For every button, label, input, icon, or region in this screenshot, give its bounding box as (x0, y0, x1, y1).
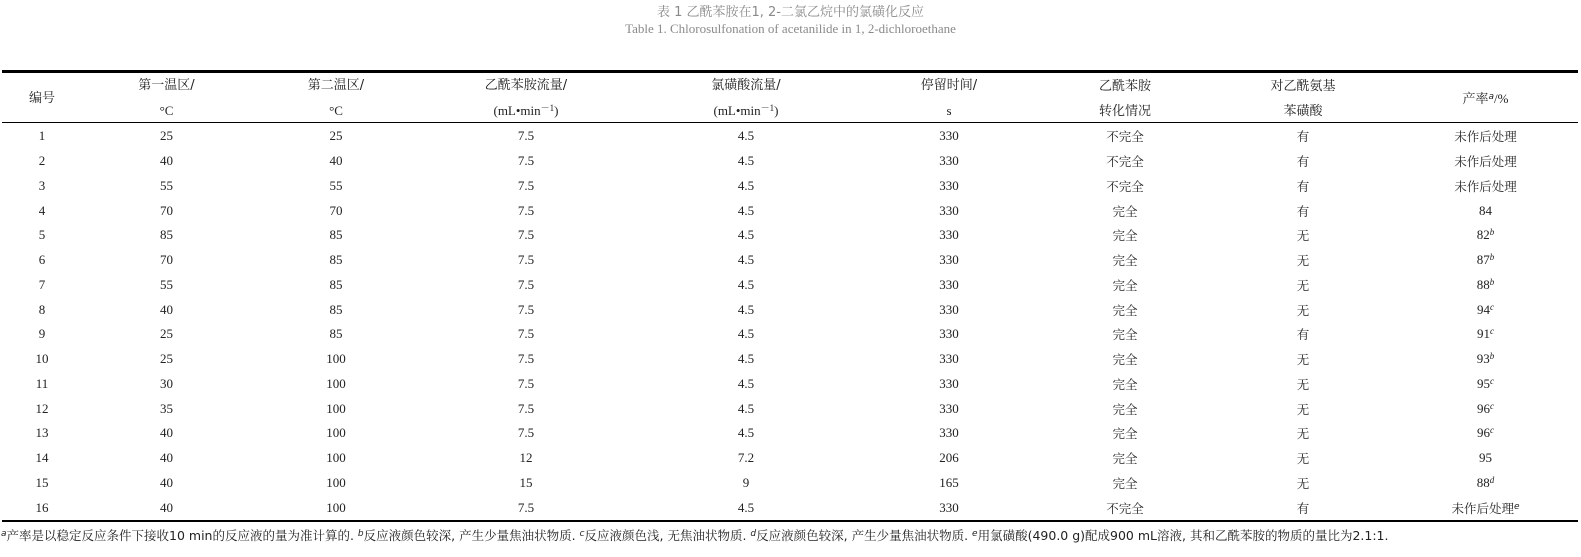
cell-chlorosulfonic-flow: 4.5 (737, 400, 755, 416)
cell-chlorosulfonic-flow: 4.5 (737, 351, 755, 367)
cell-yield: 84 (1479, 202, 1492, 218)
cell-sulfonic-acid: 无 (1296, 451, 1310, 467)
cell-number: 9 (38, 326, 46, 342)
footnote-mark: c (1490, 400, 1494, 411)
cell-yield: 未作后处理 (1454, 154, 1517, 170)
reaction-table (2, 73, 1578, 520)
cell-acetanilide-flow: 7.5 (517, 252, 535, 268)
cell-conversion: 完全 (1112, 352, 1138, 368)
table-body (2, 124, 1578, 520)
cell-sulfonic-acid: 无 (1296, 277, 1310, 293)
cell-conversion: 完全 (1112, 426, 1138, 442)
cell-second-zone-temp: 100 (326, 450, 346, 466)
cell-number: 14 (35, 450, 49, 466)
cell-acetanilide-flow: 7.5 (517, 351, 535, 367)
cell-sulfonic-acid: 有 (1296, 129, 1310, 145)
cell-conversion: 不完全 (1106, 154, 1144, 170)
cell-conversion: 完全 (1112, 376, 1138, 392)
cell-acetanilide-flow: 7.5 (517, 375, 535, 391)
cell-conversion: 完全 (1112, 277, 1138, 293)
table-row (2, 471, 1578, 496)
table-title-zh: 表 1 乙酰苯胺在1, 2-二氯乙烷中的氯磺化反应 (656, 5, 925, 20)
footnote-text: 产率是以稳定反应条件下接收10 min的反应液的量为准计算的. (6, 528, 358, 543)
cell-first-zone-temp: 85 (160, 227, 173, 243)
cell-sulfonic-acid: 有 (1296, 203, 1310, 219)
cell-chlorosulfonic-flow: 4.5 (737, 301, 755, 317)
cell-number: 7 (38, 276, 46, 292)
cell-residence-time: 330 (939, 227, 959, 243)
cell-chlorosulfonic-flow: 4.5 (737, 326, 755, 342)
table-row (2, 446, 1578, 471)
cell-chlorosulfonic-flow: 9 (742, 474, 750, 490)
cell-acetanilide-flow: 15 (519, 474, 533, 490)
cell-acetanilide-flow: 7.5 (517, 400, 535, 416)
footnote-mark: d (1489, 474, 1495, 485)
table-row (2, 174, 1578, 199)
cell-first-zone-temp: 70 (160, 202, 173, 218)
footnote-mark: e (1513, 501, 1520, 512)
cell-yield: 96$^c$ (1477, 400, 1494, 416)
header-yield: 产率$^a$/% (1462, 90, 1509, 107)
cell-number: 13 (35, 425, 49, 441)
cell-second-zone-temp: 100 (326, 351, 346, 367)
cell-residence-time: 330 (939, 202, 959, 218)
cell-chlorosulfonic-flow: 4.5 (737, 499, 755, 515)
footnote-text: 用氯磺酸(490.0 g)配成900 mL溶液, 其和乙酰苯胺的物质的量比为2.1:1. (977, 528, 1389, 543)
cell-conversion: 完全 (1112, 203, 1138, 219)
cell-chlorosulfonic-flow: 4.5 (737, 227, 755, 243)
cell-yield: 91$^c$ (1477, 326, 1494, 342)
footnote-text: 反应液颜色较深, 产生少量焦油状物质. (756, 528, 973, 543)
cell-chlorosulfonic-flow: 4.5 (737, 276, 755, 292)
cell-second-zone-temp: 25 (329, 128, 343, 144)
cell-acetanilide-flow: 7.5 (517, 128, 535, 144)
table-row (2, 149, 1578, 174)
cell-yield: 96$^c$ (1477, 425, 1494, 441)
cell-conversion: 不完全 (1106, 178, 1144, 194)
header-conversion: 乙酰苯胺 转化情况 (1098, 78, 1151, 119)
cell-first-zone-temp: 40 (160, 450, 173, 466)
footnote-mark: b (1489, 276, 1495, 287)
cell-sulfonic-acid: 有 (1296, 178, 1310, 194)
table-row (2, 248, 1578, 273)
cell-first-zone-temp: 30 (160, 375, 173, 391)
cell-number: 1 (38, 128, 46, 144)
header-row (2, 73, 1578, 124)
header-number: 编号 (28, 91, 55, 106)
table-row (2, 223, 1578, 248)
cell-residence-time: 330 (939, 425, 959, 441)
cell-conversion: 完全 (1112, 327, 1138, 343)
cell-first-zone-temp: 40 (160, 499, 173, 515)
cell-second-zone-temp: 85 (329, 252, 343, 268)
footnote-mark: e (972, 529, 978, 539)
cell-second-zone-temp: 100 (326, 425, 346, 441)
cell-second-zone-temp: 85 (329, 301, 343, 317)
cell-first-zone-temp: 35 (160, 400, 173, 416)
cell-number: 12 (35, 400, 49, 416)
cell-second-zone-temp: 55 (329, 177, 343, 193)
footnote-mark: c (1490, 425, 1494, 436)
cell-acetanilide-flow: 7.5 (517, 301, 535, 317)
cell-yield: 未作后处理 (1454, 129, 1517, 145)
table-row (2, 372, 1578, 397)
cell-second-zone-temp: 100 (326, 474, 346, 490)
cell-residence-time: 330 (939, 499, 959, 515)
footnote-mark: c (1490, 301, 1494, 312)
cell-residence-time: 330 (939, 375, 959, 391)
cell-yield: 94$^c$ (1477, 301, 1494, 317)
cell-first-zone-temp: 25 (160, 326, 173, 342)
footnote-mark: b (1489, 227, 1495, 238)
table-row (2, 396, 1578, 421)
cell-sulfonic-acid: 无 (1296, 352, 1310, 368)
cell-chlorosulfonic-flow: 4.5 (737, 375, 755, 391)
cell-second-zone-temp: 85 (329, 227, 343, 243)
cell-chlorosulfonic-flow: 4.5 (737, 153, 755, 169)
cell-residence-time: 330 (939, 276, 959, 292)
cell-number: 10 (35, 351, 49, 367)
footnote-mark: a (1, 529, 7, 539)
table-title-en: Table 1. Chlorosulfonation of acetanilide in 1, 2-dichloroethane (625, 21, 956, 36)
table-row (2, 273, 1578, 298)
cell-first-zone-temp: 55 (160, 276, 173, 292)
cell-second-zone-temp: 100 (326, 400, 346, 416)
header-residence-time: 停留时间/ s (920, 78, 978, 118)
cell-second-zone-temp: 70 (329, 202, 343, 218)
footnote-text: 反应液颜色浅, 无焦油状物质. (584, 528, 751, 543)
cell-first-zone-temp: 40 (160, 425, 173, 441)
cell-yield: 93$^b$ (1476, 351, 1495, 367)
table-row (2, 297, 1578, 322)
cell-acetanilide-flow: 7.5 (517, 227, 535, 243)
cell-chlorosulfonic-flow: 4.5 (737, 177, 755, 193)
cell-conversion: 完全 (1112, 451, 1138, 467)
table-row (2, 495, 1578, 520)
cell-conversion: 完全 (1112, 475, 1138, 491)
cell-first-zone-temp: 40 (160, 153, 173, 169)
cell-residence-time: 330 (939, 301, 959, 317)
cell-first-zone-temp: 40 (160, 301, 173, 317)
cell-acetanilide-flow: 7.5 (517, 202, 535, 218)
cell-sulfonic-acid: 无 (1296, 253, 1310, 269)
table-row (2, 198, 1578, 223)
cell-conversion: 完全 (1112, 401, 1138, 417)
cell-first-zone-temp: 25 (160, 351, 173, 367)
cell-second-zone-temp: 100 (326, 499, 346, 515)
cell-acetanilide-flow: 7.5 (517, 153, 535, 169)
footnote-mark: b (1489, 351, 1495, 362)
footnote-mark: b (1489, 252, 1495, 263)
cell-acetanilide-flow: 7.5 (517, 425, 535, 441)
cell-residence-time: 330 (939, 400, 959, 416)
cell-first-zone-temp: 70 (160, 252, 173, 268)
cell-acetanilide-flow: 7.5 (517, 276, 535, 292)
cell-first-zone-temp: 55 (160, 177, 173, 193)
cell-yield: 95$^c$ (1477, 375, 1494, 391)
table-bottom-rule (2, 520, 1578, 522)
cell-number: 15 (35, 474, 49, 490)
header-first-zone-temp: 第一温区/ °C (138, 78, 195, 118)
cell-acetanilide-flow: 7.5 (517, 326, 535, 342)
cell-chlorosulfonic-flow: 7.2 (737, 450, 755, 466)
cell-acetanilide-flow: 7.5 (517, 177, 535, 193)
cell-residence-time: 330 (939, 252, 959, 268)
header-chlorosulfonic-flow: 氯磺酸流量/ $(mL•\min^{-1})$ (711, 78, 781, 118)
cell-sulfonic-acid: 有 (1296, 327, 1310, 343)
cell-conversion: 完全 (1112, 228, 1138, 244)
cell-second-zone-temp: 85 (329, 326, 343, 342)
cell-number: 4 (38, 202, 46, 218)
cell-conversion: 完全 (1112, 253, 1138, 269)
cell-chlorosulfonic-flow: 4.5 (737, 252, 755, 268)
table-row (2, 347, 1578, 372)
footnote-text: 反应液颜色较深, 产生少量焦油状物质. (363, 528, 580, 543)
cell-chlorosulfonic-flow: 4.5 (737, 202, 755, 218)
cell-sulfonic-acid: 有 (1296, 500, 1310, 516)
cell-sulfonic-acid: 无 (1296, 302, 1310, 318)
cell-yield: 未作后处理 (1454, 178, 1517, 194)
cell-sulfonic-acid: 无 (1296, 228, 1310, 244)
cell-residence-time: 330 (939, 177, 959, 193)
cell-number: 5 (38, 227, 46, 243)
cell-yield: 95 (1479, 450, 1492, 466)
cell-second-zone-temp: 40 (329, 153, 343, 169)
cell-sulfonic-acid: 无 (1296, 475, 1310, 491)
cell-number: 6 (38, 252, 46, 268)
table-row (2, 421, 1578, 446)
footnote-mark: c (579, 529, 585, 539)
cell-second-zone-temp: 100 (326, 375, 346, 391)
cell-residence-time: 206 (939, 450, 959, 466)
cell-number: 16 (35, 499, 49, 515)
cell-conversion: 不完全 (1106, 129, 1144, 145)
cell-sulfonic-acid: 有 (1296, 154, 1310, 170)
footnote-mark: d (750, 529, 757, 539)
cell-first-zone-temp: 40 (160, 474, 173, 490)
cell-sulfonic-acid: 无 (1296, 401, 1310, 417)
cell-residence-time: 330 (939, 351, 959, 367)
cell-sulfonic-acid: 无 (1296, 426, 1310, 442)
cell-yield: 88$^b$ (1476, 276, 1495, 292)
cell-residence-time: 330 (939, 153, 959, 169)
cell-yield: 88$^d$ (1476, 474, 1495, 490)
cell-chlorosulfonic-flow: 4.5 (737, 128, 755, 144)
cell-sulfonic-acid: 无 (1296, 376, 1310, 392)
header-acetanilide-flow: 乙酰苯胺流量/ $(mL•\min^{-1})$ (484, 78, 568, 118)
cell-acetanilide-flow: 12 (519, 450, 533, 466)
footnote-mark: c (1490, 375, 1494, 386)
table-footnotes (1, 526, 1581, 544)
table-row (2, 124, 1578, 149)
cell-yield: 87$^b$ (1476, 252, 1495, 268)
header-sulfonic-acid: 对乙酰氨基 苯磺酸 (1270, 78, 1336, 119)
cell-conversion: 不完全 (1106, 500, 1144, 516)
header-second-zone-temp: 第二温区/ °C (307, 78, 365, 118)
cell-residence-time: 330 (939, 128, 959, 144)
footnote-mark: c (1490, 326, 1494, 337)
cell-number: 8 (38, 301, 46, 317)
cell-chlorosulfonic-flow: 4.5 (737, 425, 755, 441)
cell-residence-time: 330 (939, 326, 959, 342)
cell-residence-time: 165 (939, 474, 959, 490)
footnote-mark: b (357, 529, 364, 539)
cell-conversion: 完全 (1112, 302, 1138, 318)
cell-first-zone-temp: 25 (160, 128, 173, 144)
cell-yield: 82$^b$ (1476, 227, 1495, 243)
cell-number: 2 (38, 153, 46, 169)
cell-number: 3 (38, 177, 46, 193)
cell-yield: 未作后处理$^e$ (1451, 500, 1520, 516)
cell-second-zone-temp: 85 (329, 276, 343, 292)
table-row (2, 322, 1578, 347)
cell-acetanilide-flow: 7.5 (517, 499, 535, 515)
cell-number: 11 (35, 375, 49, 391)
